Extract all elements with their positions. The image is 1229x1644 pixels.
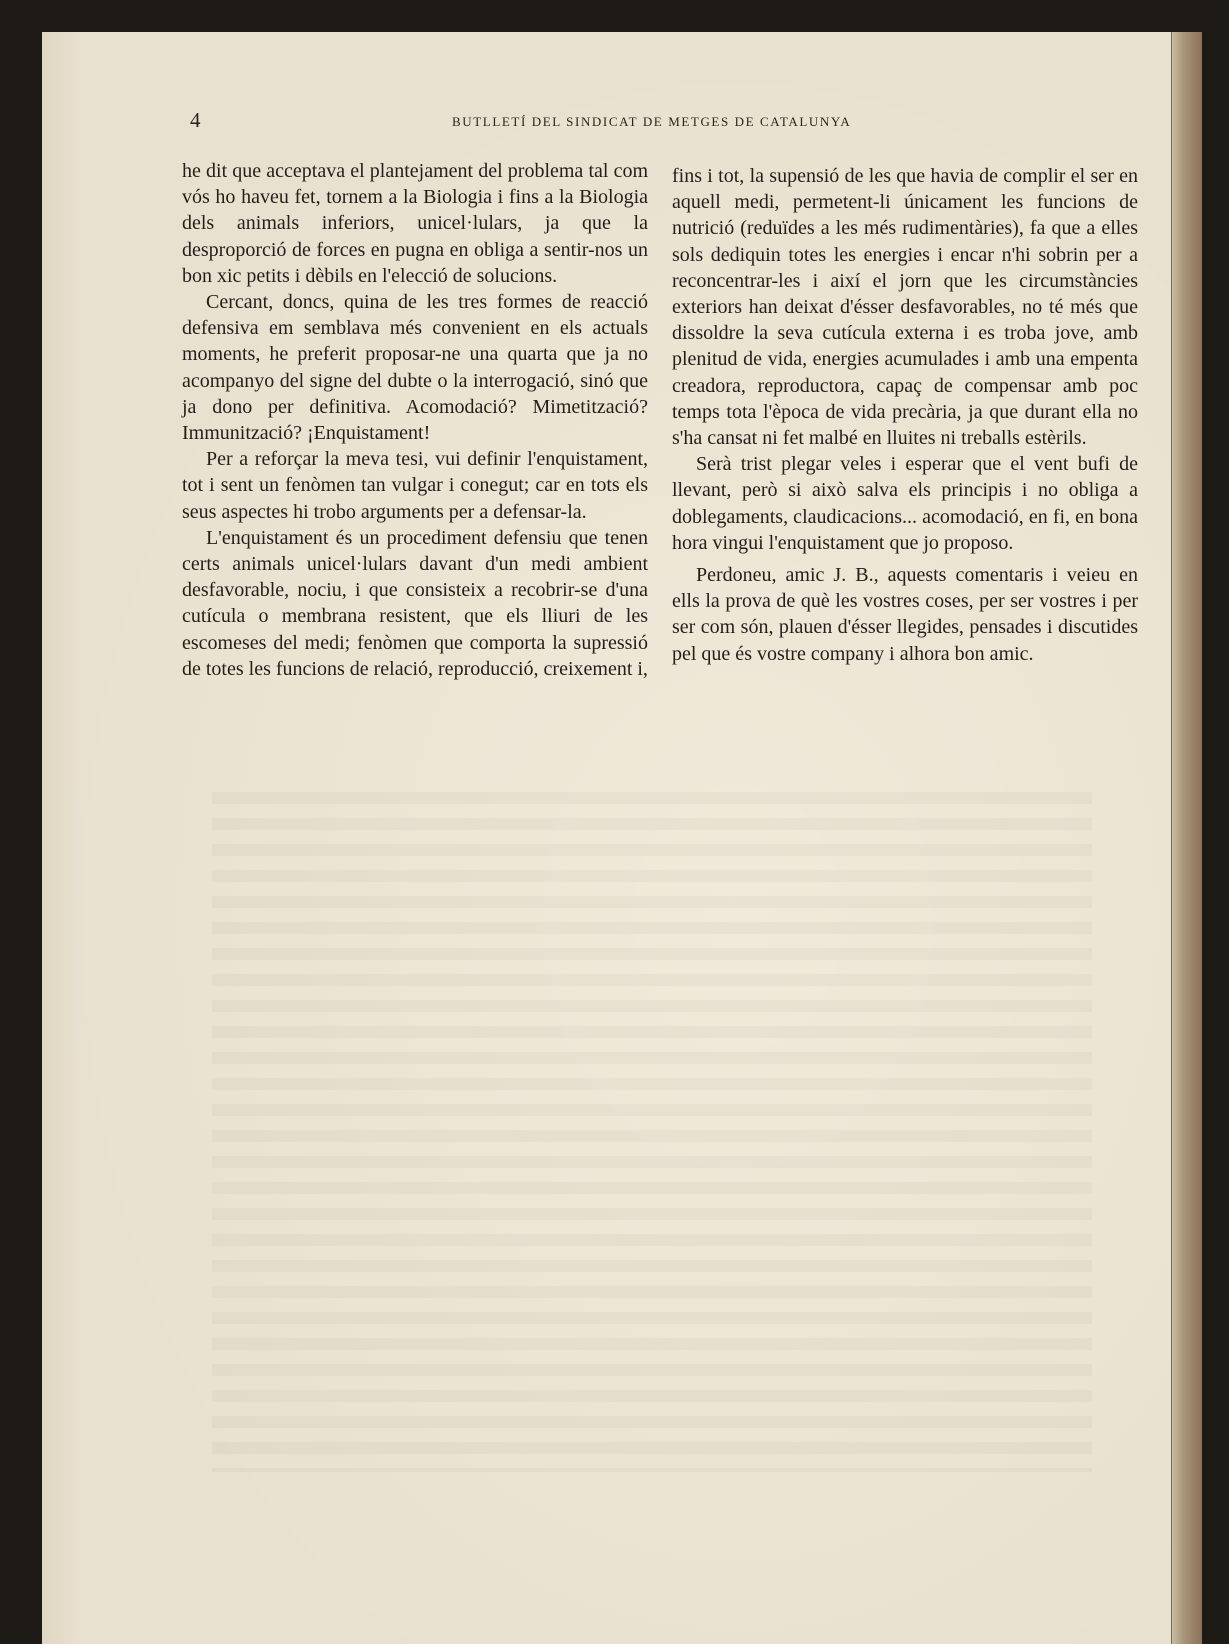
paragraph: Perdoneu, amic J. B., aquests comentaris i veieu en ells la prova de què les vostres coses, per ser vostres i per ser com són, plauen d'ésser llegides, pensades i discutides pel que és vostre company i alhora bon amic. — [672, 564, 1138, 665]
paragraph: Cercant, doncs, quina de les tres formes de reacció defensiva em semblava més convenient en els actuals moments, he preferit proposar-ne una quarta que ja no acompanyo del signe del dubte o la interrogació, sinó que ja dono per definitiva. Acomodació? Mimetització? Immunització? ¡Enquistament! — [182, 291, 648, 445]
page-header — [42, 108, 1172, 138]
bleed-through-texture — [212, 792, 1092, 1472]
document-page — [42, 32, 1202, 1644]
paragraph: Serà trist plegar veles i esperar que el vent bufi de llevant, però si això salva els principis i no obliga a doblegaments, claudicacions... acomodació, en fi, en bona hora vingui l'enquistament que jo proposo. — [672, 453, 1138, 554]
paragraph: he dit que acceptava el plantejament del problema tal com vós ho haveu fet, tornem a la Biologia i fins a la Biologia dels animals inferiors, unicel·lulars, ja que la desproporció de forces en pugna en obliga a sentir-nos un bon xic petits i dèbils en l'elecció de solucions. — [182, 160, 648, 287]
left-column — [182, 158, 648, 682]
paragraph: Per a reforçar la meva tesi, vui definir l'enquistament, tot i sent un fenòmen tan vulgar i conegut; car en tots els seus aspectes hi trobo arguments per a defensar-la. — [182, 448, 648, 523]
book-spine — [1172, 32, 1202, 1644]
running-head: BUTLLETÍ DEL SINDICAT DE METGES DE CATALUNYA — [452, 114, 852, 129]
page-number: 4 — [190, 108, 201, 132]
paragraph: fins i tot, la supensió de les que havia de complir el ser en aquell medi, permetent-li únicament les funcions de nutrició (reduïdes a les més rudimentàries), fa que a elles sols dediquin totes les energies i encar n'hi sobrin per a reconcentrar-les i així el jorn que les circumstàncies exteriors han deixat d'ésser desfavorables, no té més que dissoldre la seva cutícula externa i es troba jove, amb plenitud de vida, energies acumulades i amb una empenta creadora, reproductora, capaç de compensar amb poc temps tota l'època de vida precària, ja que durant ella no s'ha cansat ni fet malbé en lluites ni treballs estèrils. — [672, 165, 1138, 450]
right-column — [672, 163, 1138, 667]
paragraph: L'enquistament és un procediment defensiu que tenen certs animals unicel·lulars davant d'un medi ambient desfavorable, nociu, i que consisteix a recobrir-se d'una cutícula o membrana resistent, que els lliuri de les escomeses del medi; fenòmen que comporta la supressió de totes les funcions de relació, reproducció, creixement i, — [182, 526, 648, 680]
